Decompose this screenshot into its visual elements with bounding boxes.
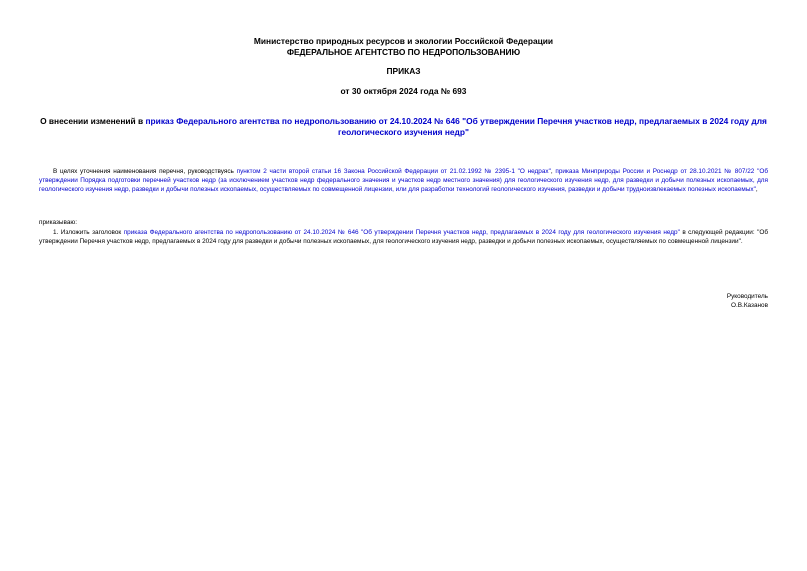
title-link-order-646[interactable]: приказ Федерального агентства по недропользованию от 24.10.2024 № 646 "Об утверждении Перечня участков недр, предлагаемых в 2024 году для геологического изучения недр"	[145, 116, 767, 137]
ministry-name: Министерство природных ресурсов и экологии Российской Федерации	[253, 36, 554, 46]
title-prefix: О внесении изменений в	[40, 116, 146, 126]
preamble-text-2: ,	[550, 168, 556, 175]
signature-name: О.В.Казанов	[731, 302, 768, 310]
order-item-1	[39, 228, 768, 246]
preamble-paragraph	[39, 167, 768, 195]
item1-text-2: в следующей редакции: "Об утверждении Перечня участков недр, предлагаемых в 2024 году для разведки и добычи полезных ископаемых, для геологического изучения недр, разведки и добычи полезных ископаемых, осуществляемых по совмещенной лицензии".	[39, 229, 768, 246]
signature-block	[727, 292, 768, 311]
order-word: приказываю:	[39, 219, 77, 226]
document-type: ПРИКАЗ	[386, 66, 421, 76]
document-title	[36, 116, 771, 138]
document-header	[0, 36, 807, 58]
agency-name: ФЕДЕРАЛЬНОЕ АГЕНТСТВО ПО НЕДРОПОЛЬЗОВАНИЮ	[286, 47, 521, 57]
preamble-text-3: ,	[755, 186, 758, 194]
document-date-number: от 30 октября 2024 года № 693	[340, 86, 467, 96]
link-law-on-subsoil[interactable]: пунктом 2 части второй статьи 16 Закона Российской Федерации от 21.02.1992 № 2395-1 "О недрах"	[236, 168, 551, 175]
item1-text-1: 1. Изложить заголовок	[53, 229, 124, 236]
preamble-text-1: В целях уточнения наименования перечня, руководствуясь	[53, 168, 237, 175]
link-order-807-22[interactable]: приказа Минприроды России и Роснедр от 28.10.2021 № 807/22 "Об утверждении Порядка подготовки перечней участков недр (за исключением участков недр федерального значения и участков недр местного значения) для геологического изучения недр, для разведки и добычи полезных ископаемых, для геологического изучения недр, разведки и добычи полезных ископаемых, осуществляемых по совмещенной лицензии, или для разработки технологий геологического изучения, разведки и добычи трудноизвлекаемых полезных ископаемых"	[39, 168, 768, 194]
link-order-646[interactable]: приказа Федерального агентства по недропользованию от 24.10.2024 № 646 "Об утверждении Перечня участков недр, предлагаемых в 2024 году для геологического изучения недр"	[123, 229, 680, 236]
signature-position: Руководитель	[726, 293, 768, 300]
